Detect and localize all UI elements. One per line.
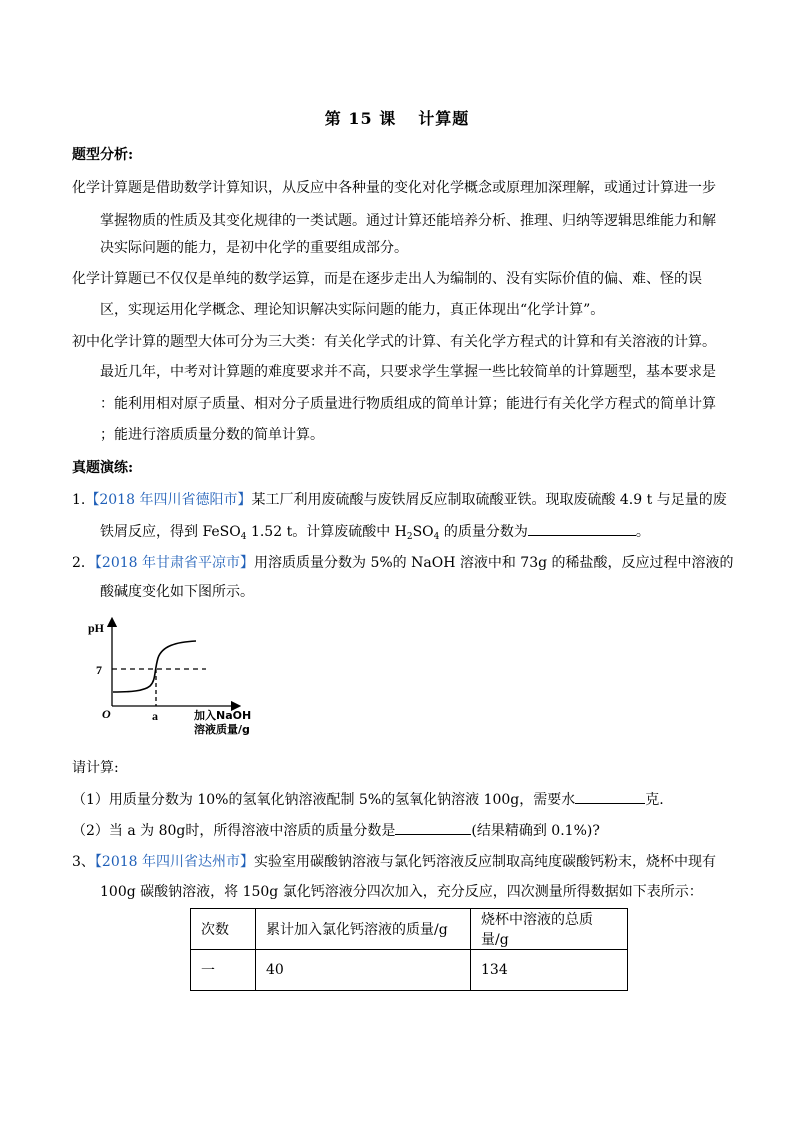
y-tick-label: 7 bbox=[96, 663, 102, 677]
answer-blank[interactable] bbox=[528, 521, 636, 536]
answer-blank[interactable] bbox=[395, 820, 471, 835]
table-cell: 134 bbox=[471, 950, 628, 991]
ph-curve bbox=[113, 641, 196, 692]
question-2-line-2: 酸碱度变化如下图所示。 bbox=[100, 584, 254, 600]
question-3-line-1: 3、【2018 年四川省达州市】实验室用碳酸钠溶液与氯化钙溶液反应制取高纯度碳酸钙粉末，烧杯中现有 bbox=[72, 854, 717, 870]
analysis-line: 掌握物质的性质及其变化规律的一类试题。通过计算还能培养分析、推理、归纳等逻辑思维能力和解 bbox=[100, 213, 716, 229]
analysis-heading: 题型分析: bbox=[72, 147, 134, 163]
question-2-ask: 请计算: bbox=[72, 760, 119, 776]
x-axis-label-line-2: 溶液质量/g bbox=[194, 723, 250, 736]
question-source: 【2018 年四川省德阳市】 bbox=[85, 492, 252, 508]
practice-heading: 真题演练: bbox=[72, 460, 134, 476]
question-3-line-2: 100g 碳酸钠溶液，将 150g 氯化钙溶液分四次加入，充分反应，四次测量所得数据如下表所示： bbox=[100, 884, 703, 900]
table-cell: 一 bbox=[191, 950, 256, 991]
y-axis-label: pH bbox=[88, 621, 105, 635]
table-cell: 40 bbox=[256, 950, 471, 991]
question-1-line-1: 1.【2018 年四川省德阳市】某工厂利用废硫酸与废铁屑反应制取硫酸亚铁。现取废硫酸 4.9 t 与足量的废 bbox=[72, 492, 727, 508]
table-header-cell: 烧杯中溶液的总质量/g bbox=[471, 909, 628, 950]
analysis-line: 化学计算题是借助数学计算知识，从反应中各种量的变化对化学概念或原理加深理解，或通过计算进一步 bbox=[72, 180, 716, 196]
x-tick-label: a bbox=[152, 709, 158, 723]
question-source: 【2018 年甘肃省平凉市】 bbox=[94, 555, 255, 571]
question-number: 1. bbox=[72, 492, 86, 508]
page-title: 第 15 课 计算题 bbox=[324, 109, 470, 128]
analysis-line: 最近几年，中考对计算题的难度要求并不高，只要求学生掌握一些比较简单的计算题型，基本要求是 bbox=[100, 364, 716, 380]
ph-chart bbox=[86, 614, 276, 744]
analysis-line: ；能进行溶质质量分数的简单计算。 bbox=[100, 427, 324, 443]
analysis-line: 初中化学计算的题型大体可分为三大类：有关化学式的计算、有关化学方程式的计算和有关溶液的计算。 bbox=[72, 334, 716, 350]
table-header-cell: 累计加入氯化钙溶液的质量/g bbox=[256, 909, 471, 950]
question-2-sub-1: （1）用质量分数为 10%的氢氧化钠溶液配制 5%的氢氧化钠溶液 100g，需要水 克. bbox=[72, 789, 664, 810]
answer-blank[interactable] bbox=[575, 789, 645, 804]
question-number: 2． bbox=[72, 555, 95, 571]
origin-label: O bbox=[102, 707, 111, 721]
question-number: 3、 bbox=[72, 854, 95, 870]
table-header-cell: 次数 bbox=[191, 909, 256, 950]
analysis-line: 化学计算题已不仅仅是单纯的数学运算，而是在逐步走出人为编制的、没有实际价值的偏、难、怪的误 bbox=[72, 271, 702, 287]
analysis-line: 决实际问题的能力，是初中化学的重要组成部分。 bbox=[100, 240, 408, 256]
data-table bbox=[190, 908, 628, 991]
question-1-line-2: 铁屑反应，得到 FeSO$_4$ 1.52 t。计算废硫酸中 $H_2SO_4$ 的质量分数为 。 bbox=[100, 521, 650, 547]
x-axis-label-line-1: 加入NaOH bbox=[194, 709, 252, 722]
question-source: 【2018 年四川省达州市】 bbox=[94, 854, 255, 870]
analysis-line: ：能利用相对原子质量、相对分子质量进行物质组成的简单计算；能进行有关化学方程式的简单计算 bbox=[100, 396, 716, 412]
analysis-line: 区，实现运用化学概念、理论知识解决实际问题的能力，真正体现出“化学计算”。 bbox=[100, 302, 605, 318]
table-header-row bbox=[191, 909, 628, 950]
table-row bbox=[191, 950, 628, 991]
question-2-line-1: 2．【2018 年甘肃省平凉市】用溶质质量分数为 5%的 NaOH 溶液中和 73g 的稀盐酸，反应过程中溶液的 bbox=[72, 555, 734, 571]
question-2-sub-2: （2）当 a 为 80g时，所得溶液中溶质的质量分数是 (结果精确到 0.1%)? bbox=[72, 820, 600, 841]
